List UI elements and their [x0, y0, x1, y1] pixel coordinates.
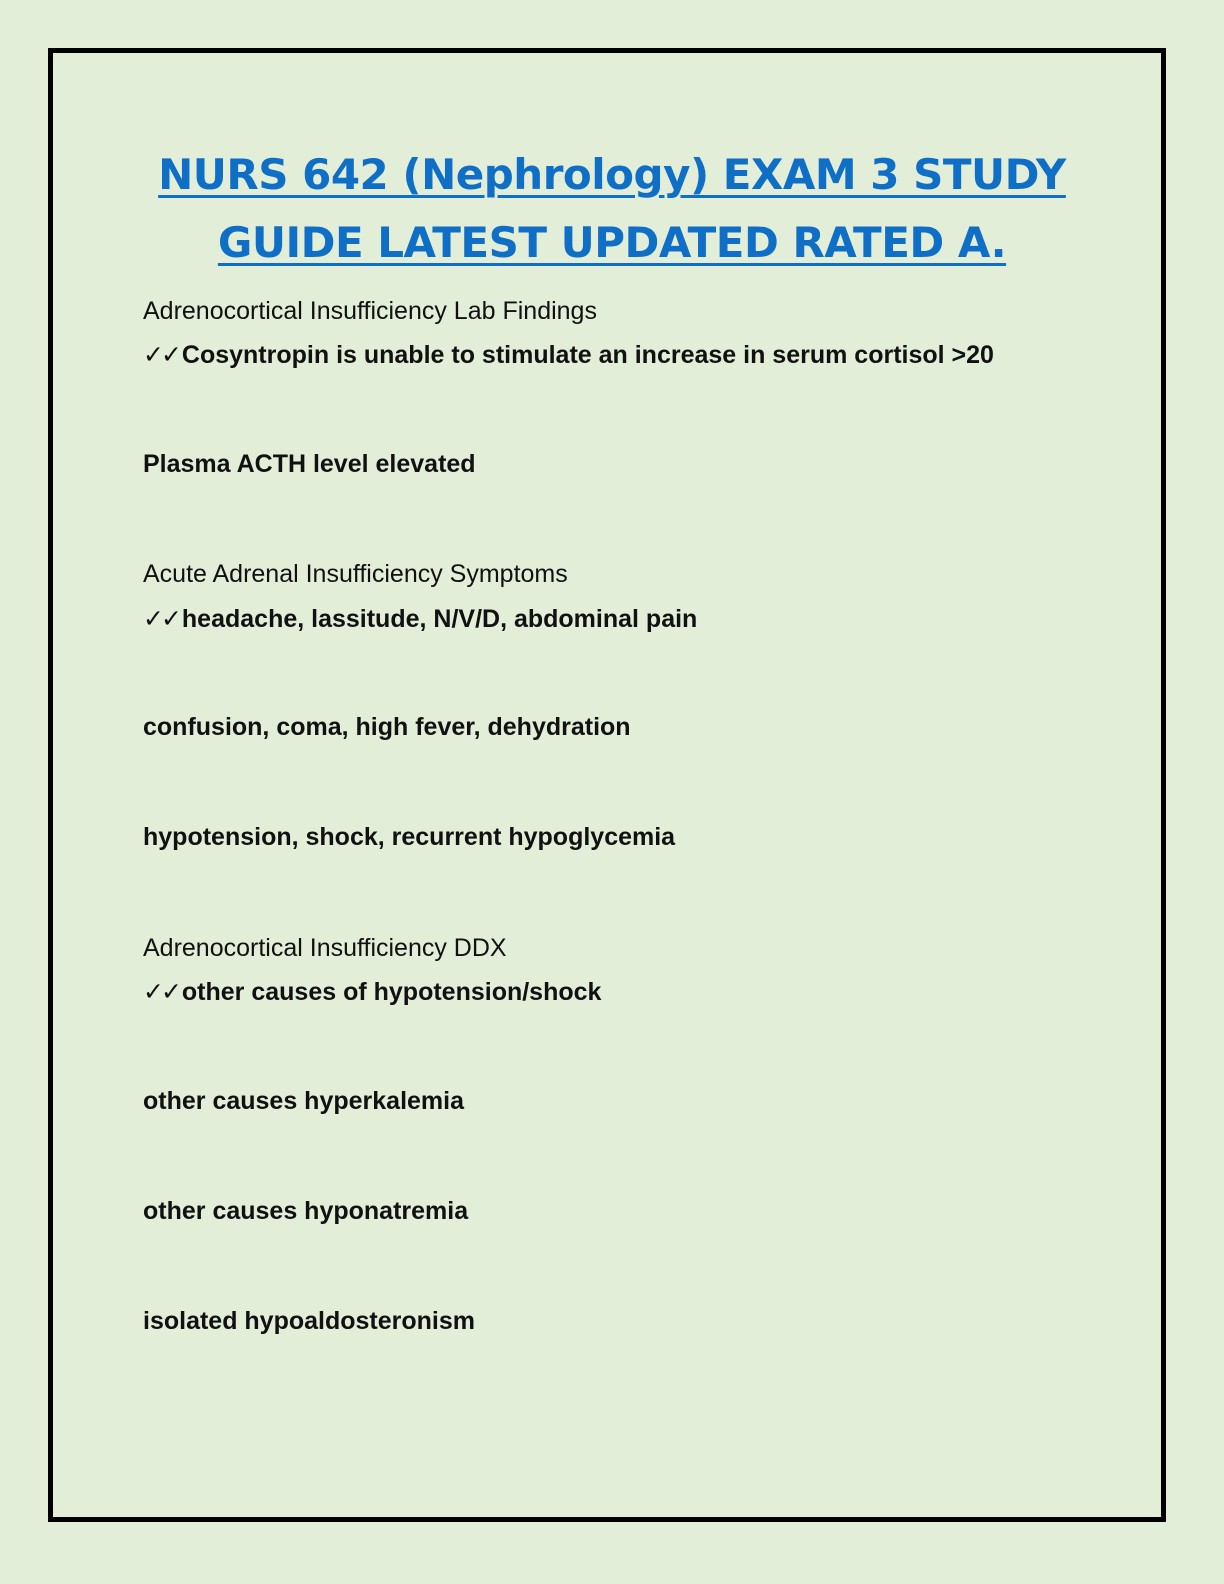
answer-line: other causes hyponatremia — [143, 1197, 469, 1225]
page-border — [48, 48, 1166, 1522]
document-title-line-2: GUIDE LATEST UPDATED RATED A. — [217, 218, 1007, 267]
answer-text: Cosyntropin is unable to stimulate an increase in serum cortisol >20 — [181, 341, 994, 369]
answer-text: other causes of hypotension/shock — [181, 978, 602, 1006]
double-check-icon: ✓✓ — [143, 977, 179, 1006]
answer-line: confusion, coma, high fever, dehydration — [143, 713, 631, 741]
section-heading: Acute Adrenal Insufficiency Symptoms — [143, 560, 568, 588]
answer-line: other causes hyperkalemia — [143, 1087, 464, 1115]
double-check-icon: ✓✓ — [143, 604, 179, 633]
section-heading: Adrenocortical Insufficiency DDX — [143, 934, 507, 962]
answer-line: hypotension, shock, recurrent hypoglycemia — [143, 823, 676, 851]
section-heading: Adrenocortical Insufficiency Lab Findings — [143, 297, 597, 325]
answer-line — [143, 340, 994, 370]
answer-line: Plasma ACTH level elevated — [143, 450, 476, 478]
double-check-icon: ✓✓ — [143, 340, 179, 369]
answer-text: headache, lassitude, N/V/D, abdominal pain — [181, 605, 698, 633]
answer-line: isolated hypoaldosteronism — [143, 1307, 476, 1335]
answer-line — [143, 604, 697, 634]
answer-line — [143, 977, 601, 1007]
document-title-line-1: NURS 642 (Nephrology) EXAM 3 STUDY — [158, 150, 1066, 199]
